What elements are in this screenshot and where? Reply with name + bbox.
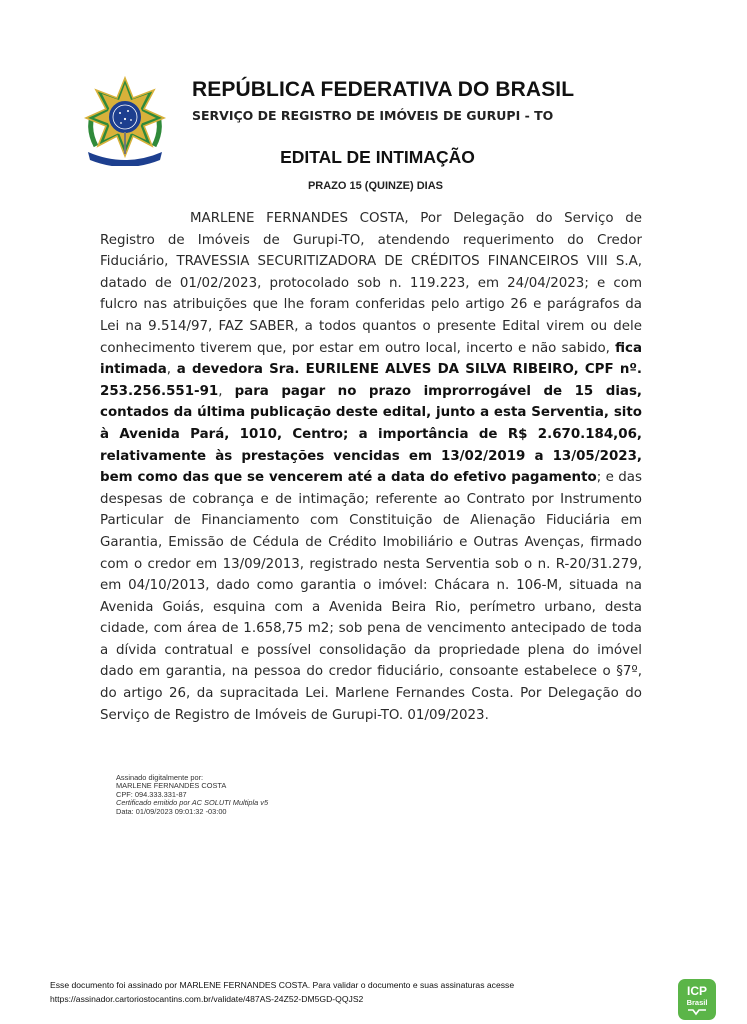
- body-part-1: MARLENE FERNANDES COSTA, Por Delegação do Serviço de Registro de Imóveis de Gurupi-TO, atendendo requerimento do Credor Fiduciário, TRAVESSIA SECURITIZADORA DE CRÉDITOS FINANCEIROS VIII S.A, datado de 01/02/2023, protocolado sob n. 119.223, em 24/04/2023; e com fulcro nas atribuições que lhe foram conferidas pelo artigo 26 e parágrafos da Lei na 9.514/97, FAZ SABER, a todos quantos o presente Edital virem ou dele conhecimento tiverem que, por estar em outro local, incerto e não sabido,: [100, 211, 642, 356]
- signature-line-certificate: Certificado emitido por AC SOLUTI Multipla v5: [116, 798, 269, 808]
- registry-office-subtitle: SERVIÇO DE REGISTRO DE IMÓVEIS DE GURUPI - TO: [192, 108, 554, 123]
- republic-title: REPÚBLICA FEDERATIVA DO BRASIL: [192, 78, 575, 101]
- deadline-text: PRAZO 15 (QUINZE) DIAS: [307, 180, 444, 192]
- validation-footer: [50, 979, 514, 1006]
- signature-line-date: Data: 01/09/2023 09:01:32 -03:00: [116, 806, 227, 816]
- body-part-4: ; e das despesas de cobrança e de intimação; referente ao Contrato por Instrumento Particular de Financiamento com Constituição de Alienação Fiduciária em Garantia, Emissão de Cédula de Crédito Imobiliário e Outras Avenças, firmado com o credor em 13/09/2013, registrado nesta Serventia sob o n. R-20/31.279, em 04/10/2013, dado como garantia o imóvel: Chácara n. 106-M, situada na Avenida Goiás, esquina com a Avenida Beira Rio, perímetro urbano, desta cidade, com área de 1.658,75 m2; sob pena de vencimento antecipado de toda a dívida contratual e possível consolidação da propriedade plena do imóvel dado em garantia, na pessoa do credor fiduciário, consoante estabelece o §7º, do artigo 26, da supracitada Lei. Marlene Fernandes Costa. Por Delegação do Serviço de Registro de Imóveis de Gurupi-TO. 01/09/2023.: [100, 470, 642, 723]
- notice-body: [100, 208, 642, 726]
- signature-line-signed-by: Assinado digitalmente por:: [116, 773, 204, 782]
- icp-brasil-badge-icon: [678, 979, 716, 1020]
- body-bold-debtor: a devedora Sra. EURILENE ALVES DA SILVA RIBEIRO, CPF nº. 253.256.551-91: [100, 362, 642, 399]
- deadline-label: [0, 180, 747, 192]
- footer-validation-link[interactable]: https://assinador.cartoriostocantins.com.br/validate/487AS-24Z52-DM5GD-QQJS2: [50, 993, 364, 1004]
- icp-badge-line2: Brasil: [686, 998, 708, 1007]
- body-part-3: ,: [218, 383, 235, 399]
- digital-signature-block: [116, 774, 268, 816]
- footer-signed-note: Esse documento foi assinado por MARLENE FERNANDES COSTA. Para validar o documento e suas assinaturas acesse: [50, 980, 515, 990]
- notice-heading-text: EDITAL DE INTIMAÇÃO: [280, 147, 475, 167]
- notice-heading: [0, 147, 747, 168]
- body-bold-summoned: fica intimada: [100, 340, 642, 378]
- body-bold-payment-terms: para pagar no prazo improrrogável de 15 dias, contados da última publicação deste edital, junto a esta Serventia, sito à Avenida Pará, 1010, Centro; a importância de R$ 2.670.184,06, relativamente às prestações vencidas em 13/02/2019 a 13/05/2023, bem como das que se vencerem até a data do efetivo pagamento: [100, 383, 642, 486]
- signature-line-cpf: CPF: 094.333.331-87: [116, 789, 187, 799]
- icp-badge-line1: ICP: [686, 984, 708, 998]
- body-part-2: ,: [166, 362, 177, 378]
- signature-line-name: MARLENE FERNANDES COSTA: [116, 781, 227, 791]
